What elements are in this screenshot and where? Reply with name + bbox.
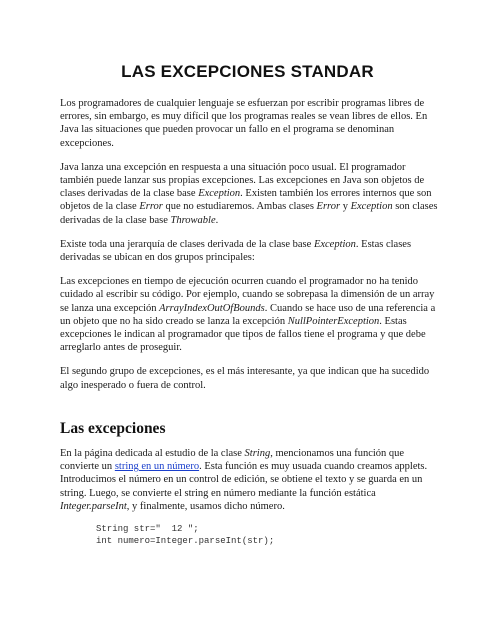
class-name-throwable: Throwable: [170, 214, 216, 226]
paragraph-runtime-exceptions: [60, 275, 440, 354]
class-name-exception: Exception: [198, 188, 241, 200]
class-name-error: Error: [316, 201, 341, 213]
paragraph-parseint: [60, 447, 440, 513]
paragraph-java-exceptions: [60, 161, 440, 227]
document-body: [60, 97, 440, 547]
paragraph-intro: Los programadores de cualquier lenguaje se esfuerzan por escribir programas libres de errores, sin embargo, es muy difícil que los programas reales se vean libres de ellos. En Java las situaciones que pueden provocar un fallo en el programa se denominan excepciones.: [60, 98, 428, 149]
text: . Estas excepciones le indican al programador que tipos de fallos tiene el programa y que debe arreglarlo antes de proseguir.: [60, 315, 426, 354]
text: y: [340, 201, 351, 213]
code-line: String str=" 12 ";: [96, 524, 199, 535]
paragraph-hierarchy: [60, 238, 440, 264]
class-name-error: Error: [139, 201, 163, 213]
paragraph-second-group: El segundo grupo de excepciones, es el más interesante, ya que indican que ha sucedido algo inesperado o fuera de control.: [60, 366, 430, 391]
text: . Estas clases derivadas se ubican en dos grupos principales:: [60, 238, 412, 264]
text: .: [215, 214, 219, 226]
text: Java lanza una excepción en respuesta a una situación poco usual. El programador también puede lanzar sus propias excepciones. Las excepciones en Java son objetos de clases derivadas de la clase base: [60, 161, 425, 200]
text: , mencionamos una función que convierte un: [60, 448, 405, 473]
text: . Cuando se hace uso de una referencia a un objeto que no ha sido creado se lanza la excepción: [60, 302, 436, 327]
class-name-null-pointer: NullPointerException: [287, 315, 380, 327]
page-title: LAS EXCEPCIONES STANDAR: [121, 62, 374, 81]
code-line: int numero=Integer.parseInt(str);: [96, 535, 275, 546]
string-to-number-link[interactable]: string en un número: [114, 461, 200, 473]
code-block: [96, 524, 440, 547]
text: En la página dedicada al estudio de la clase: [60, 448, 245, 460]
class-name-exception: Exception: [313, 238, 356, 250]
section-heading: Las excepciones: [60, 419, 166, 437]
text: , y finalmente, usamos dicho número.: [126, 500, 285, 512]
class-name-string: String: [244, 448, 271, 460]
method-name-parseint: Integer.parseInt: [60, 500, 127, 512]
text: . Esta función es muy usuada cuando creamos applets. Introducimos el número en un control de edición, se obtiene el texto y se guarda en un string. Luego, se convierte el string en número mediante la función estática: [60, 461, 428, 499]
text: . Existen también los errores internos que son objetos de la clase: [60, 188, 432, 213]
text: Las excepciones en tiempo de ejecución ocurren cuando el programador no ha tenido cuidado al escribir su código. Por ejemplo, cuando se sobrepasa la dimensión de un array se lanza una excepción: [60, 276, 435, 314]
class-name-array-index: ArrayIndexOutOfBounds: [159, 302, 265, 314]
text: Existe toda una jerarquía de clases derivada de la clase base: [60, 238, 314, 250]
class-name-exception: Exception: [350, 201, 393, 213]
text: son clases derivadas de la clase base: [60, 201, 438, 226]
text: que no estudiaremos. Ambas clases: [162, 201, 317, 213]
